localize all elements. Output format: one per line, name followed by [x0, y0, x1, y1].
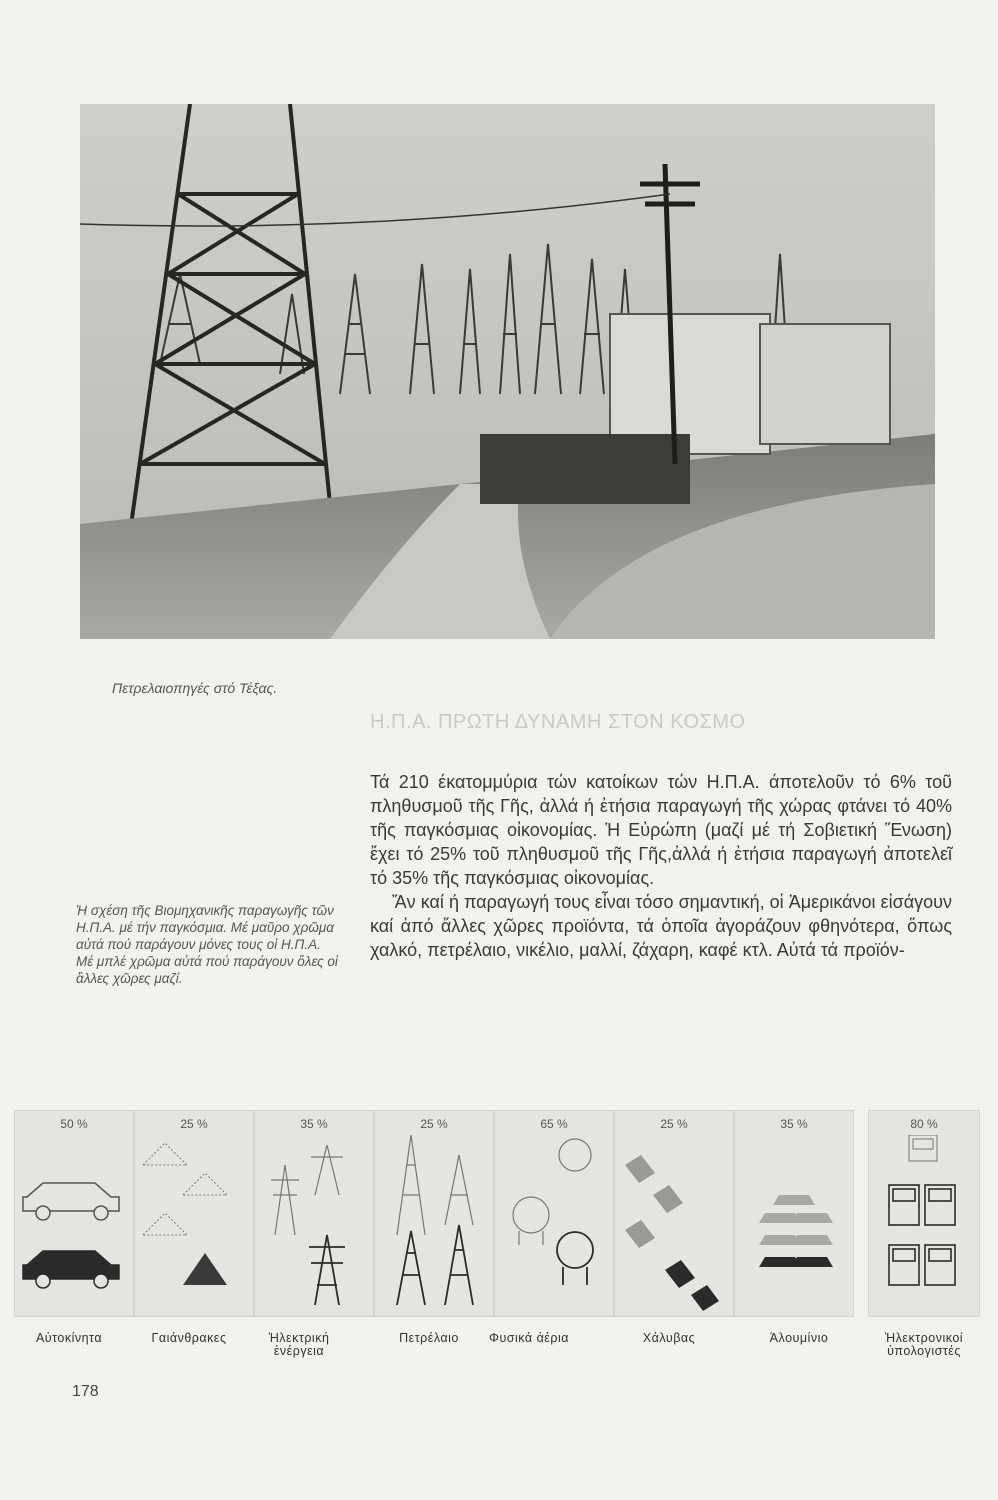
panel-electricity: [254, 1110, 374, 1317]
panel-computers: [868, 1110, 980, 1317]
panel-label-cars: Αὐτοκίνητα: [35, 1331, 103, 1345]
panel-label-electricity: Ἠλεκτρική ἐνέργεια: [268, 1331, 330, 1358]
panel-aluminium: [734, 1110, 854, 1317]
percent-label: 80 %: [910, 1117, 938, 1131]
paragraph: Ἄν καί ή παραγωγή τους εἶναι τόσο σημαντική, οἱ Ἀμερικάνοι εἰσάγουν καί ἀπό ἄλλες χῶρες προϊόντα, τά ὁποῖα ἀγοράζουν φθηνότερα, ὅπως χαλκό, πετρέλαιο, νικέλιο, μαλλί, ζάχαρη, καφέ κτλ. Αὐτά τά προϊόν-: [370, 892, 952, 960]
panel-label-oil: Πετρέλαιο: [399, 1331, 459, 1345]
pylon-icon: [255, 1135, 373, 1315]
percent-label: 25 %: [420, 1117, 448, 1131]
aluminium-bar-icon: [735, 1135, 853, 1315]
percent-label: 65 %: [540, 1117, 568, 1131]
panel-label-coal: Γαιάνθρακες: [151, 1331, 227, 1345]
panel-label-natural-gas: Φυσικά ἀέρια: [488, 1331, 569, 1345]
panel-natural-gas: [494, 1110, 614, 1317]
computer-icon: [869, 1135, 979, 1315]
paragraph: Τά 210 έκατομμύρια τών κατοίκων τών Η.Π.Α. άποτελοῦν τό 6% τοῦ πληθυσμοῦ τῆς Γῆς, ἀλλά ή ἐτήσια παραγωγή τῆς χώρας φτάνει τό 40% τῆς παγκόσμιας οἰκονομίας. Ἡ Εὐρώπη (μαζί μέ τή Σοβιετική Ἕνωση) ἔχει τό 25% τοῦ πληθυσμοῦ τῆς Γῆς,ἀλλά ή ἐτήσια παραγωγή ἀποτελεῖ τό 35% τῆς παγκόσμιας οἰκονομίας.: [370, 772, 952, 888]
photo-caption: Πετρελαιοπηγές στό Τέξας.: [112, 680, 278, 696]
panel-label-steel: Χάλυβας: [642, 1331, 696, 1345]
car-icon: [15, 1135, 133, 1315]
oilfield-photo: [80, 104, 935, 639]
panel-cars: [14, 1110, 134, 1317]
steel-icon: [615, 1135, 733, 1315]
percent-label: 25 %: [660, 1117, 688, 1131]
gas-tank-icon: [495, 1135, 613, 1315]
percent-label: 35 %: [300, 1117, 328, 1131]
panel-coal: [134, 1110, 254, 1317]
page-number: 178: [72, 1383, 99, 1400]
panel-oil: [374, 1110, 494, 1317]
body-text: [370, 770, 952, 962]
coal-pile-icon: [135, 1135, 253, 1315]
panel-label-aluminium: Ἀλουμίνιο: [769, 1331, 829, 1345]
percent-label: 50 %: [60, 1117, 88, 1131]
infographic-caption: Ἡ σχέση τῆς Βιομηχανικῆς παραγωγῆς τῶν Η.Π.Α. μέ τήν παγκόσμια. Μέ μαῦρο χρῶμα αὐτά πού παράγουν μόνες τους οἱ Η.Π.Α. Μέ μπλέ χρῶμα αὐτά πού παράγουν ὅλες οἱ ἄλλες χῶρες μαζί.: [76, 903, 338, 986]
percent-label: 35 %: [780, 1117, 808, 1131]
oil-derrick-icon: [375, 1135, 493, 1315]
section-heading: Η.Π.Α. ΠΡΩΤΗ ΔΥΝΑΜΗ ΣΤΟΝ ΚΟΣΜΟ: [370, 711, 746, 733]
panel-steel: [614, 1110, 734, 1317]
percent-label: 25 %: [180, 1117, 208, 1131]
panel-label-computers: Ἠλεκτρονικοί ὑπολογιστές: [884, 1331, 964, 1358]
